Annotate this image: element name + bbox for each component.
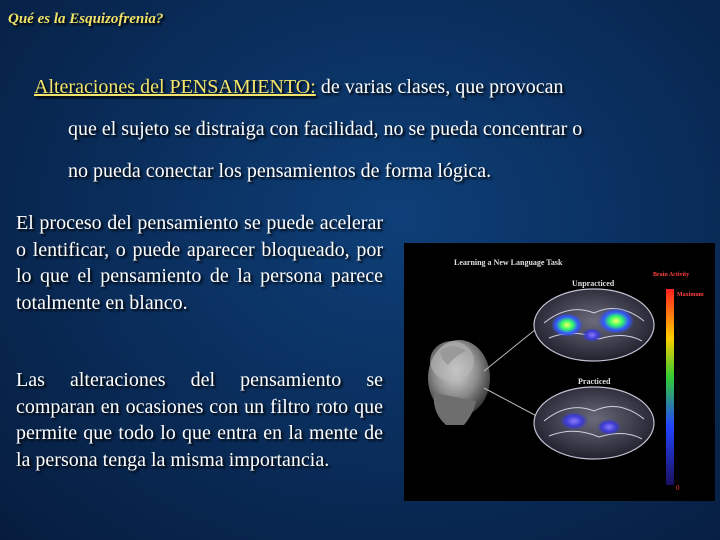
- scale-min-label: 0: [676, 484, 680, 492]
- intro-first-line: [34, 66, 684, 108]
- intro-line-3: no pueda conectar los pensamientos de forma lógica.: [68, 160, 492, 182]
- figure-title: Learning a New Language Task: [454, 258, 563, 267]
- slide-title: Qué es la Esquizofrenia?: [8, 11, 164, 27]
- scale-max-label: Maximum: [677, 292, 704, 298]
- brain-activity-image: [404, 243, 715, 501]
- intro-line-1: de varias clases, que provocan: [315, 76, 564, 98]
- intro-line-2: que el sujeto se distraiga con facilidad, no se pueda concentrar o: [68, 118, 583, 140]
- brain-practiced: [534, 387, 654, 459]
- label-unpracticed: Unpracticed: [572, 279, 615, 288]
- intro-text: [34, 66, 684, 192]
- section-heading: Alteraciones del PENSAMIENTO:: [34, 76, 316, 98]
- head-illustration: [428, 321, 546, 425]
- paragraph-broken-filter: Las alteraciones del pensamiento se comparan en ocasiones con un filtro roto que permite que todo lo que entra en la mente de la persona tenga la misma importancia.: [16, 369, 383, 471]
- brain-unpracticed: [534, 289, 654, 361]
- label-practiced: Practiced: [578, 377, 611, 386]
- activity-color-scale: [666, 289, 674, 485]
- scale-title: Brain Activity: [653, 272, 690, 278]
- brain-activity-figure: [404, 243, 715, 501]
- paragraph-thought-speed: El proceso del pensamiento se puede acelerar o lentificar, o puede aparecer bloqueado, por lo que el pensamiento de la persona parece totalmente en blanco.: [16, 212, 383, 314]
